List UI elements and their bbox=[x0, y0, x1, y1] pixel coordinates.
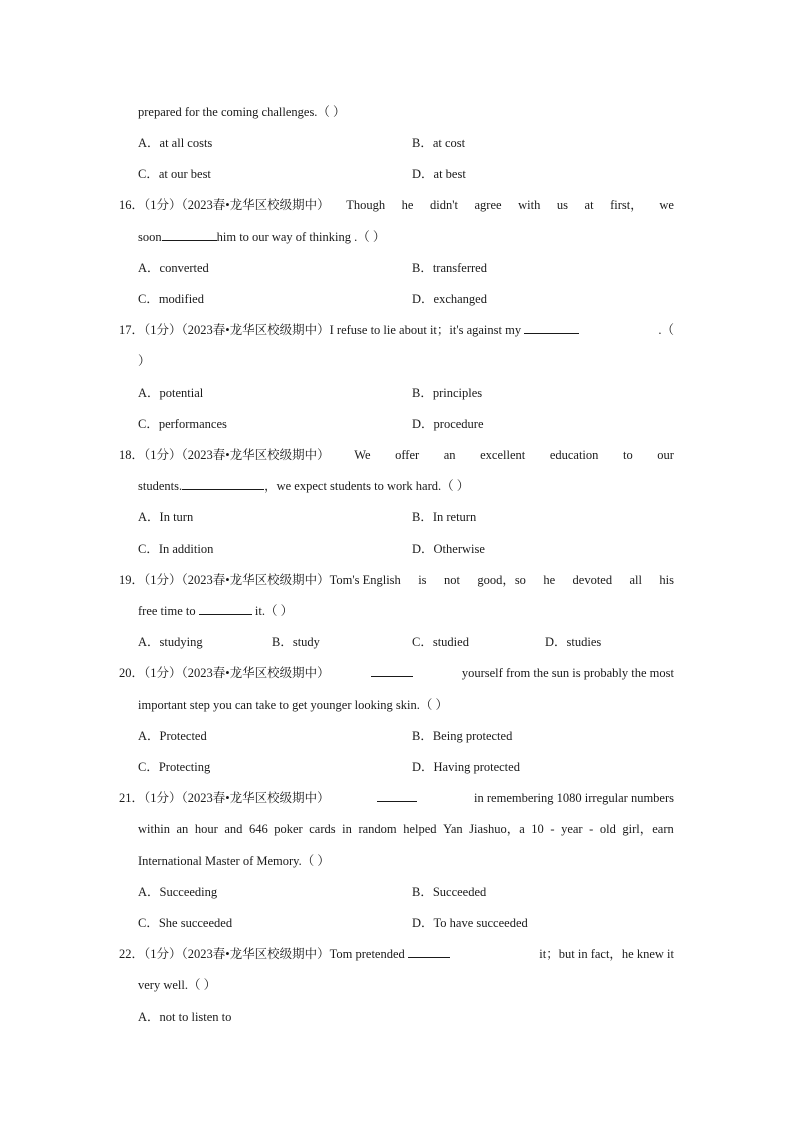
q19-option-b[interactable]: B．study bbox=[272, 635, 320, 649]
q18-stem-line1: 18．（1分）（2023春•龙华区校级期中） We offer an excellent education to our bbox=[119, 448, 674, 462]
q18-option-a[interactable]: A．In turn bbox=[138, 510, 194, 524]
q20-option-c[interactable]: C．Protecting bbox=[138, 760, 211, 774]
q18-option-d[interactable]: D．Otherwise bbox=[412, 542, 485, 556]
answer-blank bbox=[162, 229, 217, 241]
q17-stem-line2: ） bbox=[138, 354, 151, 368]
q17-option-c[interactable]: C．performances bbox=[138, 417, 227, 431]
answer-blank bbox=[199, 603, 252, 615]
q19-option-c[interactable]: C．studied bbox=[412, 635, 469, 649]
q16-stem-line1: 16．（1分）（2023春•龙华区校级期中） Though he didn't agree with us at first， we bbox=[119, 198, 674, 212]
q22-stem-line1: 22．（1分）（2023春•龙华区校级期中）Tom pretended it；but in fact，he knew it bbox=[119, 947, 674, 961]
q16-option-d[interactable]: D．exchanged bbox=[412, 292, 487, 306]
q22-option-a[interactable]: A．not to listen to bbox=[138, 1010, 232, 1024]
q15-stem-continuation: prepared for the coming challenges.（ ） bbox=[138, 105, 346, 119]
q22-stem-line2: very well.（ ） bbox=[138, 978, 217, 992]
q19-stem-line2: free time to it.（ ） bbox=[138, 604, 294, 618]
q20-stem-line1: 20．（1分）（2023春•龙华区校级期中） yourself from the sun is probably the most bbox=[119, 666, 674, 680]
q19-option-d[interactable]: D．studies bbox=[545, 635, 602, 649]
answer-blank bbox=[182, 478, 264, 490]
q16-option-b[interactable]: B．transferred bbox=[412, 261, 487, 275]
q21-option-d[interactable]: D．To have succeeded bbox=[412, 916, 528, 930]
q21-stem-line3: International Master of Memory.（ ） bbox=[138, 854, 330, 868]
q17-option-b[interactable]: B．principles bbox=[412, 386, 483, 400]
q21-option-b[interactable]: B．Succeeded bbox=[412, 885, 487, 899]
q16-option-a[interactable]: A．converted bbox=[138, 261, 209, 275]
answer-blank bbox=[524, 322, 579, 334]
q21-option-c[interactable]: C．She succeeded bbox=[138, 916, 233, 930]
q21-stem-line1: 21．（1分）（2023春•龙华区校级期中） in remembering 1080 irregular numbers bbox=[119, 791, 674, 805]
q21-stem-line2: within an hour and 646 poker cards in random helped Yan Jiashuo，a 10 - year - old girl，earn bbox=[138, 822, 674, 836]
answer-blank bbox=[377, 790, 417, 802]
q17-option-d[interactable]: D．procedure bbox=[412, 417, 484, 431]
q20-option-d[interactable]: D．Having protected bbox=[412, 760, 520, 774]
q20-stem-line2: important step you can take to get younger looking skin.（ ） bbox=[138, 698, 449, 712]
q21-option-a[interactable]: A．Succeeding bbox=[138, 885, 218, 899]
q16-stem-line2: soon him to our way of thinking .（ ） bbox=[138, 230, 386, 244]
q20-option-a[interactable]: A．Protected bbox=[138, 729, 207, 743]
q16-option-c[interactable]: C．modified bbox=[138, 292, 204, 306]
q15-option-b[interactable]: B．at cost bbox=[412, 136, 466, 150]
q17-stem-line1: 17．（1分）（2023春•龙华区校级期中）I refuse to lie about it；it's against my .（ bbox=[119, 323, 674, 337]
answer-blank bbox=[408, 946, 450, 958]
q18-stem-line2: students. ，we expect students to work hard.（ ） bbox=[138, 479, 470, 493]
q15-option-a[interactable]: A．at all costs bbox=[138, 136, 213, 150]
q19-option-a[interactable]: A．studying bbox=[138, 635, 203, 649]
q17-option-a[interactable]: A．potential bbox=[138, 386, 204, 400]
q18-option-c[interactable]: C．In addition bbox=[138, 542, 214, 556]
q19-stem-line1: 19．（1分）（2023春•龙华区校级期中）Tom's English is not good，so he devoted all his bbox=[119, 573, 674, 587]
q15-option-c[interactable]: C．at our best bbox=[138, 167, 211, 181]
q18-option-b[interactable]: B．In return bbox=[412, 510, 477, 524]
answer-blank bbox=[371, 665, 413, 677]
q20-option-b[interactable]: B．Being protected bbox=[412, 729, 513, 743]
q15-option-d[interactable]: D．at best bbox=[412, 167, 466, 181]
